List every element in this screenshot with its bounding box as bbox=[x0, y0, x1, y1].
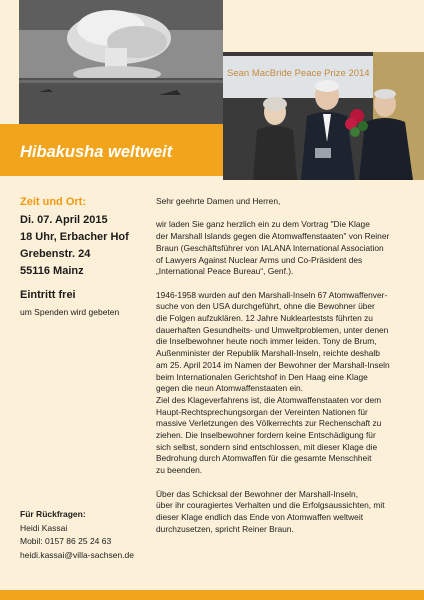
text-line: massive Verletzungen des Völkerrechts zur Rechenschaft zu bbox=[156, 418, 382, 429]
entry-info: Eintritt frei bbox=[20, 289, 76, 301]
text-line: dieser Klage endlich das Ende von Atomwaffen weltweit bbox=[156, 511, 364, 522]
text-line: of Lawyers Against Nuclear Arms und Co-Präsident des bbox=[156, 254, 363, 265]
event-date: Di. 07. April 2015 bbox=[20, 214, 108, 226]
text-line: Außenminister der Republik Marshall-Inseln, reichte deshalb bbox=[156, 348, 380, 359]
text-line: über ihr couragiertes Verhalten und die Erfolgsaussichten, mit bbox=[156, 500, 385, 511]
text-line: beim Internationalen Gerichtshof in Den Haag eine Klage bbox=[156, 371, 368, 382]
event-label: Zeit und Ort: bbox=[20, 196, 86, 208]
text-line: am 25. April 2014 im Namen der Bewohner der Marshall-Inseln bbox=[156, 359, 390, 370]
text-line: „International Peace Bureau“, Genf.). bbox=[156, 266, 294, 277]
text-line: Ziel des Klageverfahrens ist, die Atomwaffenstaaten vor dem bbox=[156, 394, 382, 405]
award-ceremony-photo bbox=[223, 52, 424, 180]
text-line: durchzusetzen, spricht Reiner Braun. bbox=[156, 523, 294, 534]
contact-heading: Für Rückfragen: bbox=[20, 509, 86, 519]
footer-bar bbox=[0, 590, 424, 600]
text-line: ziehen. Die Inselbewohner fordern keine Entschädigung für bbox=[156, 430, 376, 441]
text-line: 1946-1958 wurden auf den Marshall-Inseln 67 Atomwaffenver- bbox=[156, 289, 388, 300]
text-line: die Inselbewohner heute noch immer leiden. Tony de Brum, bbox=[156, 336, 377, 347]
text-line: Bedrohung durch Atomwaffen für die gesamte Menschheit bbox=[156, 453, 372, 464]
text-line: sich selbst, sondern sind entschlossen, mit dieser Klage die bbox=[156, 441, 378, 452]
text-line: wir laden Sie ganz herzlich ein zu dem Vortrag "Die Klage bbox=[156, 219, 370, 230]
letter-body bbox=[156, 196, 410, 547]
title-bar bbox=[0, 124, 223, 176]
contact-name: Heidi Kassai bbox=[20, 522, 68, 533]
invite-paragraph bbox=[156, 219, 410, 278]
contact-phone: Mobil: 0157 86 25 24 63 bbox=[20, 536, 112, 547]
nuclear-test-photo bbox=[19, 0, 223, 124]
greeting: Sehr geehrte Damen und Herren, bbox=[156, 196, 281, 206]
event-time-place: 18 Uhr, Erbacher Hof bbox=[20, 231, 129, 243]
text-line: dauerhaften Gesundheits- und Umweltproblemen, unter denen bbox=[156, 324, 389, 335]
event-info bbox=[20, 196, 148, 280]
text-line: Haupt-Rechtsprechungsorgan der Vereinten Nationen für bbox=[156, 406, 368, 417]
event-street: Grebenstr. 24 bbox=[20, 248, 91, 260]
text-line: die Folgen aufzuklären. 12 Jahre Nuklearteststs führten zu bbox=[156, 313, 373, 323]
photo-banner-text: Sean MacBride Peace Prize 2014 bbox=[227, 68, 370, 79]
closing-paragraph bbox=[156, 489, 410, 536]
event-city: 55116 Mainz bbox=[20, 265, 84, 277]
text-line: Braun (Geschäftsführer von IALANA International Association bbox=[156, 242, 384, 253]
contact-email[interactable]: heidi.kassai@villa-sachsen.de bbox=[20, 549, 134, 560]
text-line: gegen die neun Atomwaffenstaaten ein. bbox=[156, 383, 303, 394]
text-line: der Marshall Islands gegen die Atomwaffenstaaten" von Reiner bbox=[156, 231, 390, 242]
text-line: Über das Schicksal der Bewohner der Marshall-Inseln, bbox=[156, 488, 359, 499]
contact-block bbox=[20, 508, 134, 562]
history-paragraph bbox=[156, 290, 410, 477]
text-line: zu beenden. bbox=[156, 465, 203, 476]
page-title: Hibakusha weltweit bbox=[20, 143, 173, 161]
entry-note: um Spenden wird gebeten bbox=[20, 307, 120, 317]
text-line: suche von den USA durchgeführt, ohne die Bewohner über bbox=[156, 301, 375, 312]
